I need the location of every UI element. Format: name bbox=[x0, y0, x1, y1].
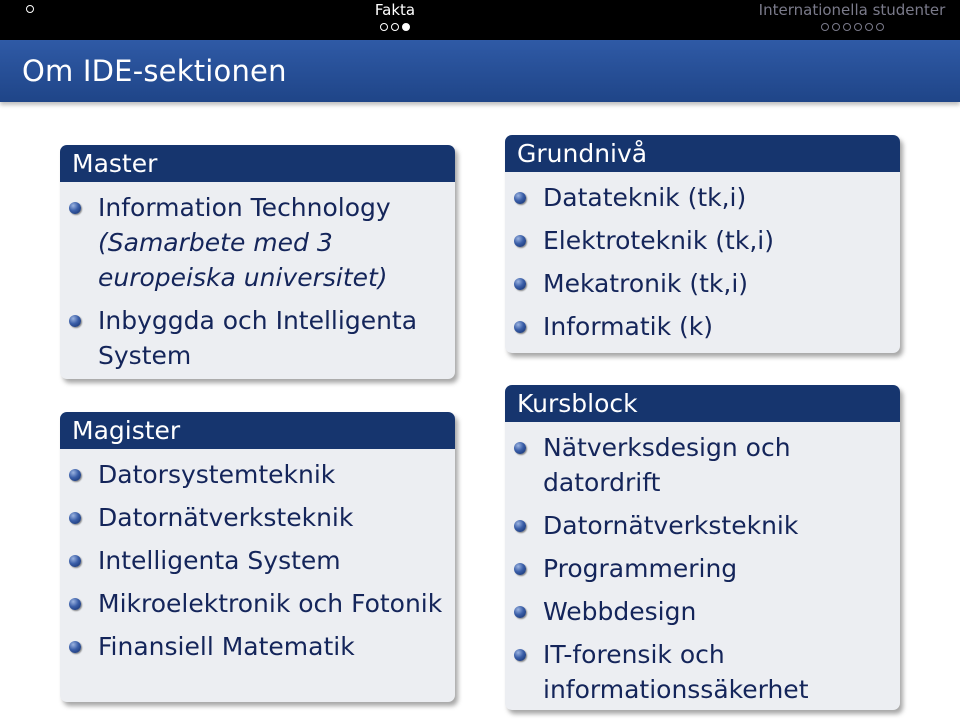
block-body bbox=[505, 422, 900, 717]
bullet-icon bbox=[69, 315, 81, 327]
list-item bbox=[98, 500, 445, 535]
list-item bbox=[543, 266, 890, 301]
nav-dot-icon[interactable] bbox=[26, 5, 34, 13]
block-kursblock bbox=[505, 385, 900, 710]
block-title: Kursblock bbox=[505, 385, 900, 422]
nav-dots bbox=[740, 23, 960, 31]
list-item bbox=[543, 594, 890, 629]
bullet-icon bbox=[514, 321, 526, 333]
nav-section-title: Internationella studenter bbox=[758, 1, 946, 19]
list-item bbox=[543, 223, 890, 258]
list-item bbox=[98, 303, 445, 373]
block-body bbox=[60, 182, 455, 383]
bullet-icon bbox=[69, 598, 81, 610]
block-grundniva bbox=[505, 135, 900, 353]
list-item-text: Nätverksdesign och datordrift bbox=[543, 433, 791, 497]
nav-section-intro[interactable] bbox=[0, 0, 60, 13]
page-title: Om IDE-sektionen bbox=[22, 54, 287, 88]
nav-dot-icon[interactable] bbox=[865, 23, 873, 31]
list-item-text: Mekatronik (tk,i) bbox=[543, 269, 749, 298]
block-master bbox=[60, 145, 455, 379]
nav-dots bbox=[0, 5, 60, 13]
block-title: Master bbox=[60, 145, 455, 182]
nav-dots bbox=[335, 23, 455, 31]
list-item-text: Finansiell Matematik bbox=[98, 632, 355, 661]
nav-section-internationella-studenter[interactable] bbox=[740, 0, 960, 31]
list-item bbox=[543, 430, 890, 500]
nav-dot-icon[interactable] bbox=[843, 23, 851, 31]
list-item-text: Datorsystemteknik bbox=[98, 460, 336, 489]
nav-dot-icon[interactable] bbox=[832, 23, 840, 31]
bullet-icon bbox=[514, 606, 526, 618]
nav-dot-icon[interactable] bbox=[391, 23, 399, 31]
bullet-icon bbox=[514, 520, 526, 532]
list-item bbox=[98, 629, 445, 664]
bullet-icon bbox=[514, 192, 526, 204]
list-item bbox=[98, 190, 445, 295]
list-item bbox=[543, 508, 890, 543]
nav-dot-current-icon[interactable] bbox=[402, 23, 410, 31]
bullet-icon bbox=[514, 442, 526, 454]
bullet-icon bbox=[514, 278, 526, 290]
list-item-text: Informatik (k) bbox=[543, 312, 713, 341]
list-item bbox=[543, 180, 890, 215]
nav-section-fakta[interactable] bbox=[335, 0, 455, 31]
list-item bbox=[98, 586, 445, 621]
bullet-icon bbox=[69, 555, 81, 567]
block-title: Grundnivå bbox=[505, 135, 900, 172]
bullet-icon bbox=[69, 469, 81, 481]
list-item-text: Programmering bbox=[543, 554, 738, 583]
list-item-text: Information Technology bbox=[98, 193, 391, 222]
nav-dot-icon[interactable] bbox=[854, 23, 862, 31]
list-item bbox=[543, 551, 890, 586]
list-item-text: Inbyggda och Intelligenta System bbox=[98, 306, 418, 370]
list-item-text: Elektroteknik (tk,i) bbox=[543, 226, 774, 255]
nav-section-title: Fakta bbox=[374, 1, 416, 19]
list-item-text: IT-forensik och informationssäkerhet bbox=[543, 640, 809, 704]
bullet-icon bbox=[514, 649, 526, 661]
frame-title-bar bbox=[0, 40, 960, 102]
bullet-icon bbox=[69, 512, 81, 524]
list-item bbox=[543, 637, 890, 707]
list-item-text: Datateknik (tk,i) bbox=[543, 183, 747, 212]
nav-dot-icon[interactable] bbox=[380, 23, 388, 31]
nav-dot-icon[interactable] bbox=[821, 23, 829, 31]
block-body bbox=[60, 449, 455, 674]
list-item-text: Intelligenta System bbox=[98, 546, 341, 575]
list-item-note: (Samarbete med 3 europeiska universitet) bbox=[98, 228, 388, 292]
bullet-icon bbox=[69, 641, 81, 653]
block-magister bbox=[60, 412, 455, 702]
nav-dot-icon[interactable] bbox=[876, 23, 884, 31]
list-item-text: Mikroelektronik och Fotonik bbox=[98, 589, 443, 618]
bullet-icon bbox=[514, 235, 526, 247]
block-title: Magister bbox=[60, 412, 455, 449]
list-item-text: Datornätverksteknik bbox=[543, 511, 799, 540]
block-body bbox=[505, 172, 900, 354]
list-item-text: Webbdesign bbox=[543, 597, 697, 626]
bullet-icon bbox=[69, 202, 81, 214]
list-item-text: Datornätverksteknik bbox=[98, 503, 354, 532]
navigation-bar bbox=[0, 0, 960, 40]
bullet-icon bbox=[514, 563, 526, 575]
list-item bbox=[98, 543, 445, 578]
list-item bbox=[98, 457, 445, 492]
list-item bbox=[543, 309, 890, 344]
